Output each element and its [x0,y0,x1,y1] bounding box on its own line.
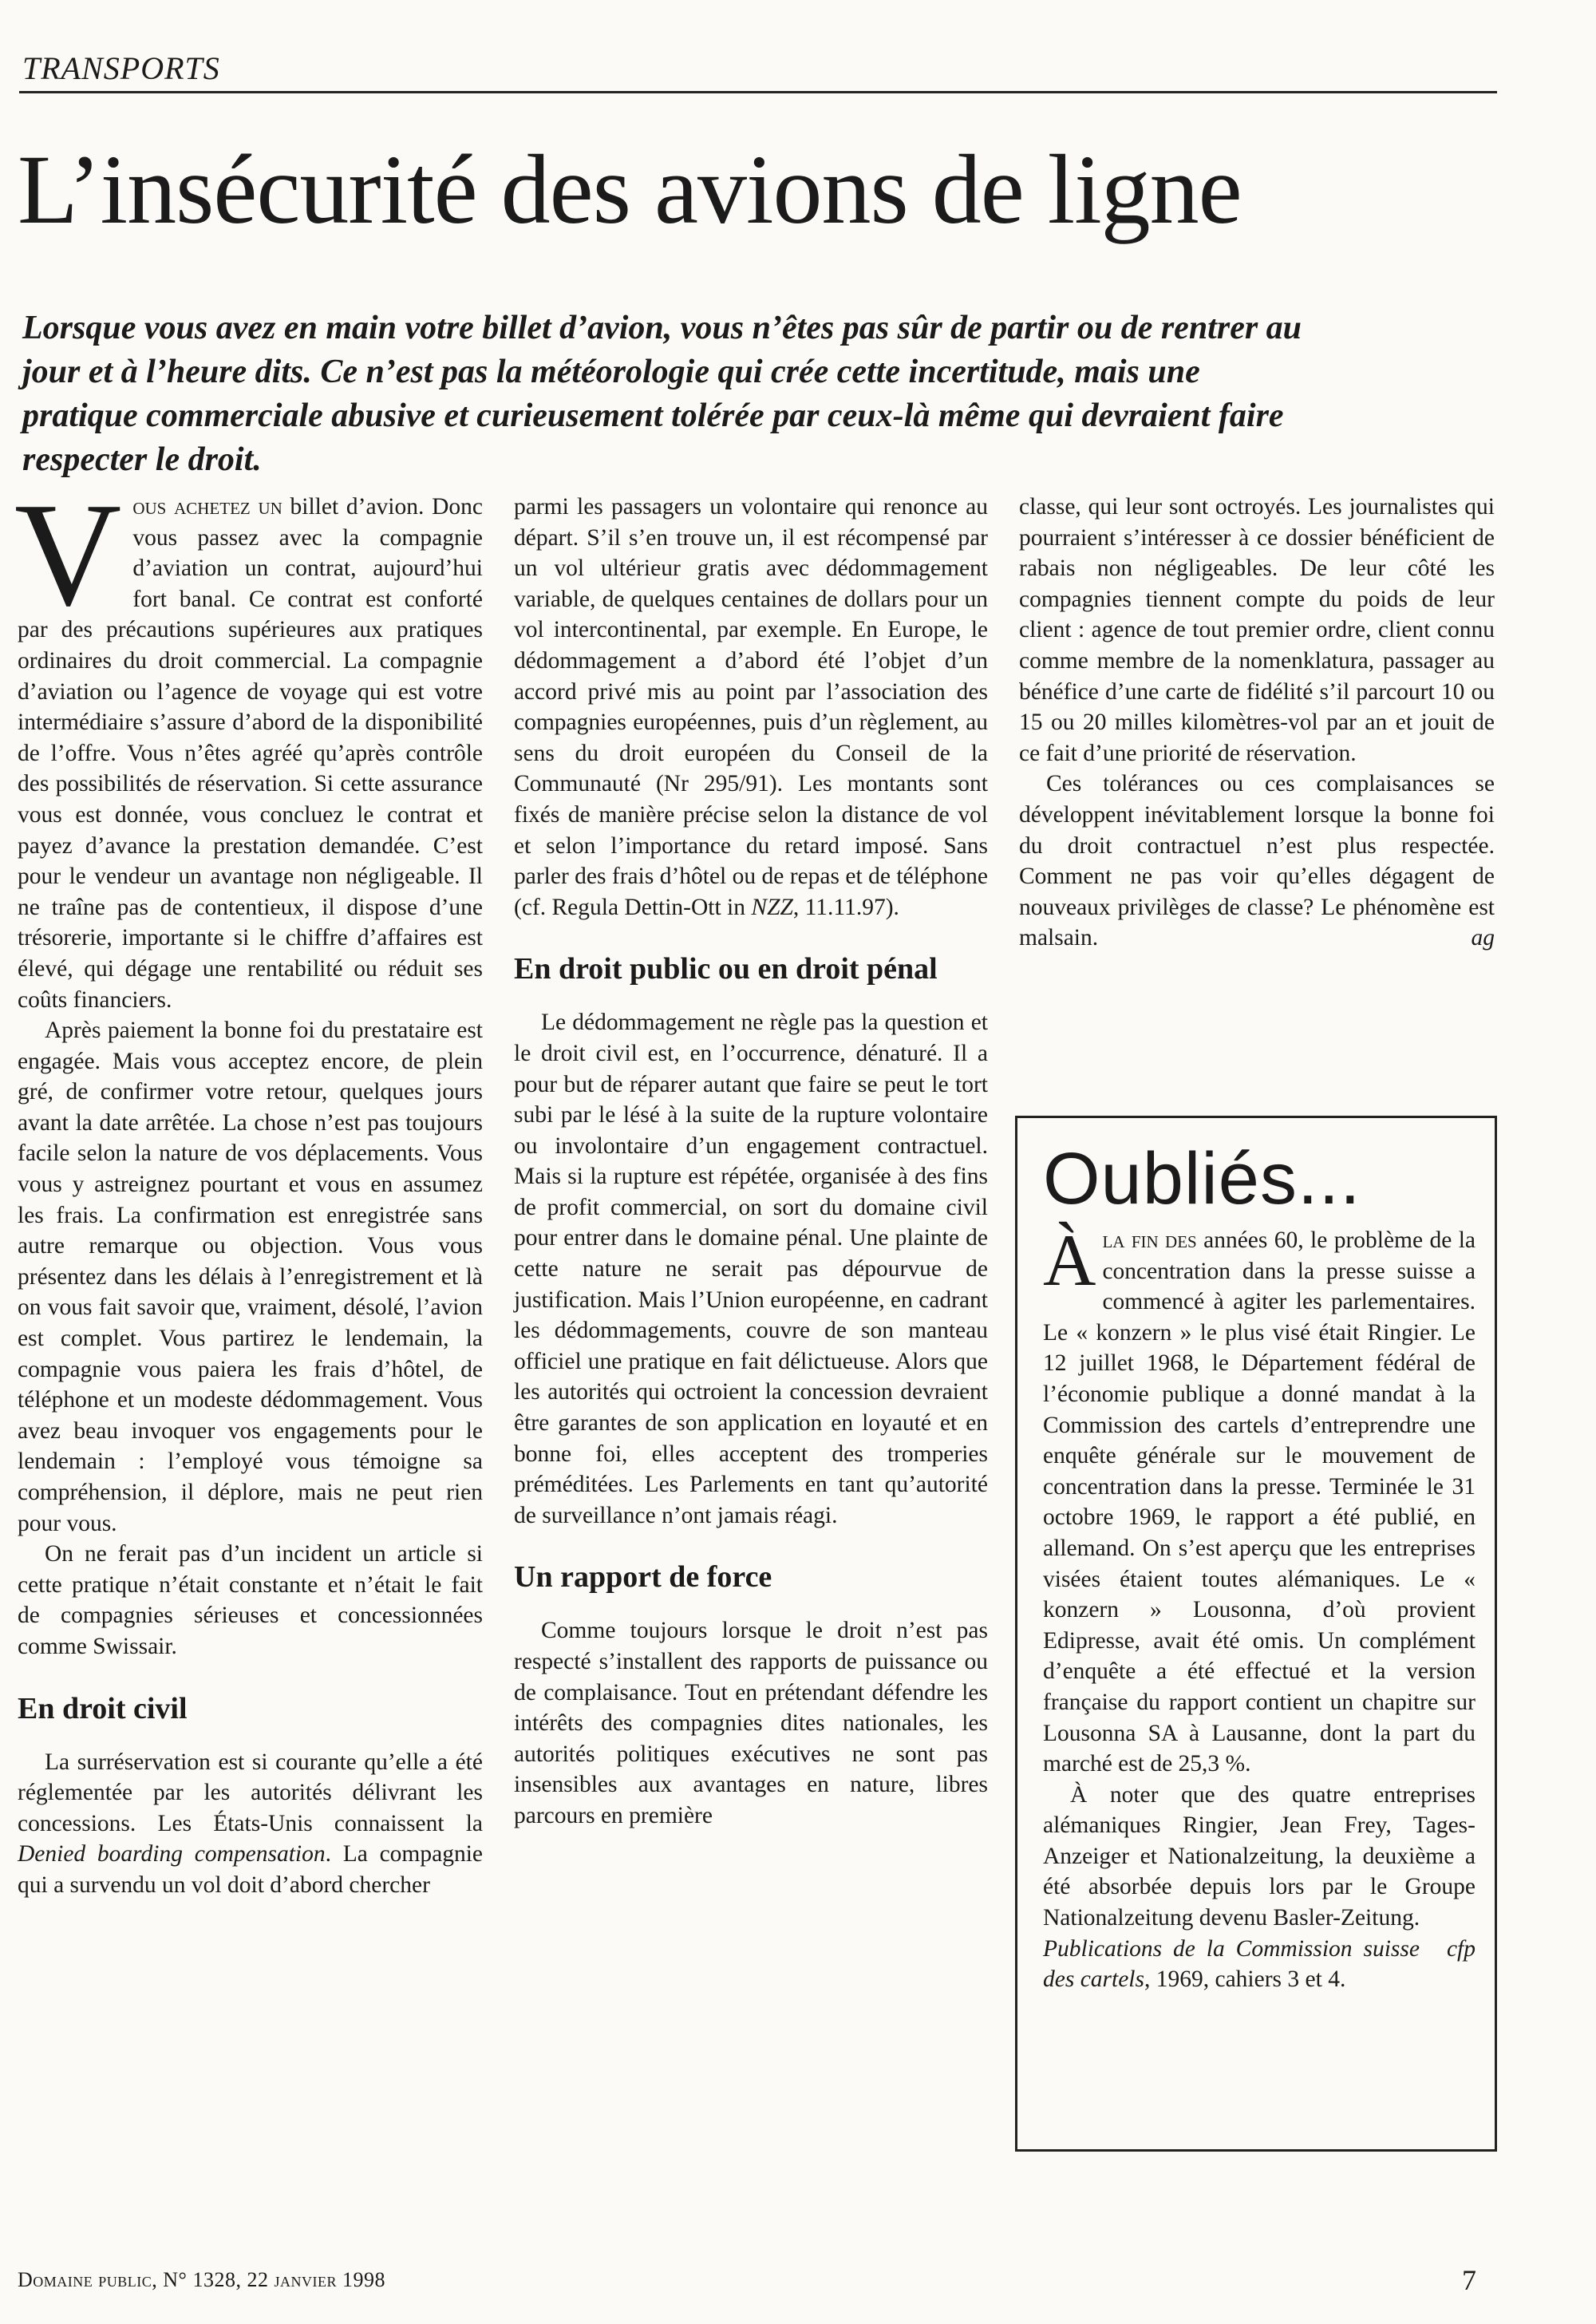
paragraph-text: Ces tolérances ou ces complaisances se développent inévitablement lorsque la bonne foi du droit contractuel n’est plus respectée. Comment ne pas voir qu’elles dégagent de nouveaux privilèges de classe? Le phénomène est malsain. [1019,771,1495,951]
article-paragraph: Comme toujours lorsque le droit n’est pas respecté s’installent des rapports de puissance ou de complaisance. Tout en prétendant défendre les intérêts des compagnies dites nationales, les autorités politiques exécutives ne sont pas insensibles aux avantages en nature, libres parcours en première [514,1618,988,1828]
source-details: , 1969, cahiers 3 et 4. [1144,1966,1346,1993]
drop-cap: À [1043,1219,1096,1301]
paragraph-text: . La compagnie qui a survendu un vol doit d’abord chercher [18,1841,483,1898]
subheading-force: Un rapport de force [514,1560,772,1595]
paragraph-text: À noter que des quatre entreprises alémaniques Ringier, Jean Frey, Tages-Anzeiger et Nationalzeitung, la deuxième a été absorbée depuis lors par le Groupe Nationalzeitung devenu Basler-Zeitung. [1043,1781,1476,1931]
italic-term: NZZ [751,894,793,920]
paragraph-text: années 60, le problème de la concentration dans la presse suisse a commencé à agiter les parlementaires. Le « konzern » le plus visé était Ringier. Le 12 juillet 1968, le Département fédéral de l’économie publique a donné mandat à la Commission des cartels d’entreprendre une enquête générale sur le mouvement de concentration dans la presse. Terminée le 31 octobre 1969, le rapport a été publié, en allemand. On s’est aperçu que les entreprises visées étaient toutes alémaniques. Le « konzern » Lousonna, d’où provient Edipresse, avait été omis. Un complément d’enquête a été effectué et la version française du rapport contient un chapitre sur Lousonna SA à Lausanne, dont la part du marché est de 25,3 %. [1043,1227,1476,1777]
source-title: Publications de la Commission suisse des cartels [1043,1935,1420,1993]
opening-smallcaps: la fin des [1102,1227,1197,1253]
subheading-public: En droit public ou en droit pénal [514,952,938,986]
footer-issue: Domaine public, N° 1328, 22 janvier 1998 [18,2268,385,2291]
paragraph-text: , 11.11.97). [792,894,899,920]
page-number: 7 [1462,2264,1476,2296]
article-paragraph [1019,769,1495,954]
article-paragraph: Après paiement la bonne foi du prestataire est engagée. Mais vous acceptez encore, de plein gré, de confirmer votre retour, quelques jours avant la date arrêtée. La chose n’est pas toujours facile selon la nature de vos déplacements. Vous vous y astreignez pourtant et vous en assumez les frais. La confirmation est enregistrée sans autre remarque ou objection. Vous vous présentez dans les délais à l’enregistrement et là on vous fait savoir que, vraiment, désolé, l’avion est complet. Vous partirez le lendemain, la compagnie vous paiera les frais d’hôtel, de téléphone et un modeste dédommagement. Vous avez beau invoquer vos engagements pour le lendemain : l’employé vous témoigne sa compréhension, il déplore, mais ne peut rien pour vous. [18,1018,483,1536]
sidebar-box [1015,1116,1497,2152]
paragraph-text: billet d’avion. Donc vous passez avec la compagnie d’aviation un contrat, aujourd’hui fort banal. Ce contrat est conforté par des précautions supérieures aux pratiques ordinaires du droit commercial. La compagnie d’aviation ou l’agence de voyage qui est votre intermédiaire s’assure d’abord de la disponibilité de l’offre. Vous n’êtes agréé qu’après contrôle des possibilités de réservation. Si cette assurance vous est donnée, vous concluez le contrat et payez d’avance la prestation demandée. C’est pour le vendeur un avantage non négligeable. Il ne traîne pas de contentieux, il dispose d’une trésorerie, importante si le chiffre d’affaires est élevé, qui dégage une rentabilité ou réduit ses coûts financiers. [18,494,483,1013]
italic-term: Denied boarding compensation [18,1841,326,1868]
rubric: TRANSPORTS [22,50,220,86]
sidebar-title: Oubliés... [1043,1138,1361,1219]
article-paragraph [18,1747,483,1901]
headline: L’insécurité des avions de ligne [18,135,1242,244]
sidebar-signature: cfp [1446,1935,1476,1962]
paragraph-text: parmi les passagers un volontaire qui renonce au départ. S’il s’en trouve un, il est récompensé par un vol ultérieur gratis avec dédommagement variable, de quelques centaines de dollars pour un vol intercontinental, par exemple. En Europe, le dédommagement a d’abord été l’objet d’un accord privé mis au point par l’association des compagnies européennes, puis d’un règlement, au sens du droit européen du Conseil de la Communauté (Nr 295/91). Les montants sont fixés de manière précise selon la distance de vol et selon l’importance du retard imposé. Sans parler des frais d’hôtel ou de repas et de téléphone (cf. Regula Dettin-Ott in [514,494,988,920]
article-column-1 [14,472,483,1901]
article-paragraph: Le dédommagement ne règle pas la question et le droit civil est, en l’occurrence, dénaturé. Il a pour but de réparer autant que faire se peut le tort subi par le lésé à la suite de la rupture volontaire ou involontaire d’un engagement contractuel. Mais si la rupture est répétée, organisée à des fins de profit commercial, on sort du domaine civil pour entrer dans le domaine pénal. Une plainte de cette nature ne serait pas dépourvue de justification. Mais l’Union européenne, en cadrant les dédommagements, couvre de son manteau officiel une pratique en fait délictueuse. Alors que les autorités qui octroient la concession devraient être garantes de son application en loyauté et en bonne foi, elles acceptent des tromperies préméditées. Les Parlements en tant qu’autorité de surveillance n’ont jamais réagi. [514,1010,988,1528]
article-paragraph: On ne ferait pas d’un incident un article si cette pratique n’était constante et n’était le fait de compagnies sérieuses et concessionnées comme Swissair. [18,1541,483,1659]
sidebar-source [1043,1934,1476,1995]
rubric-rule [19,91,1497,93]
subheading-civil: En droit civil [18,1691,188,1725]
sidebar-text [1043,1219,1476,1995]
article-column-2 [514,492,988,1832]
sidebar-paragraph [1043,1780,1476,1962]
article-paragraph [514,492,988,923]
sidebar-paragraph [1043,1219,1476,1780]
article-column-3 [1019,492,1495,954]
article-paragraph [14,472,483,1015]
paragraph-text: La surréservation est si courante qu’elle a été réglementée par les autorités délivrant les concessions. Les États-Unis connaissent la [18,1749,483,1836]
lede: Lorsque vous avez en main votre billet d’avion, vous n’êtes pas sûr de partir ou de rentrer au jour et à l’heure dits. Ce n’est pas la météorologie qui crée cette incertitude, mais une pratique commerciale abusive et curieusement tolérée par ceux-là même qui devraient faire respecter le droit. [22,310,1302,478]
drop-cap: V [14,472,122,637]
opening-smallcaps: ous achetez un [132,494,282,520]
author-signature: ag [1471,925,1495,951]
article-paragraph: classe, qui leur sont octroyés. Les journalistes qui pourraient s’intéresser à ce dossier bénéficient de rabais non négligeables. De leur côté les compagnies tiennent compte du poids de leur client : agence de tout premier ordre, client connu comme membre de la nomenklatura, passager au bénéfice d’une carte de fidélité s’il parcourt 10 ou 15 ou 20 milles kilomètres-vol par an et jouit de ce fait d’une priorité de réservation. [1019,494,1495,766]
